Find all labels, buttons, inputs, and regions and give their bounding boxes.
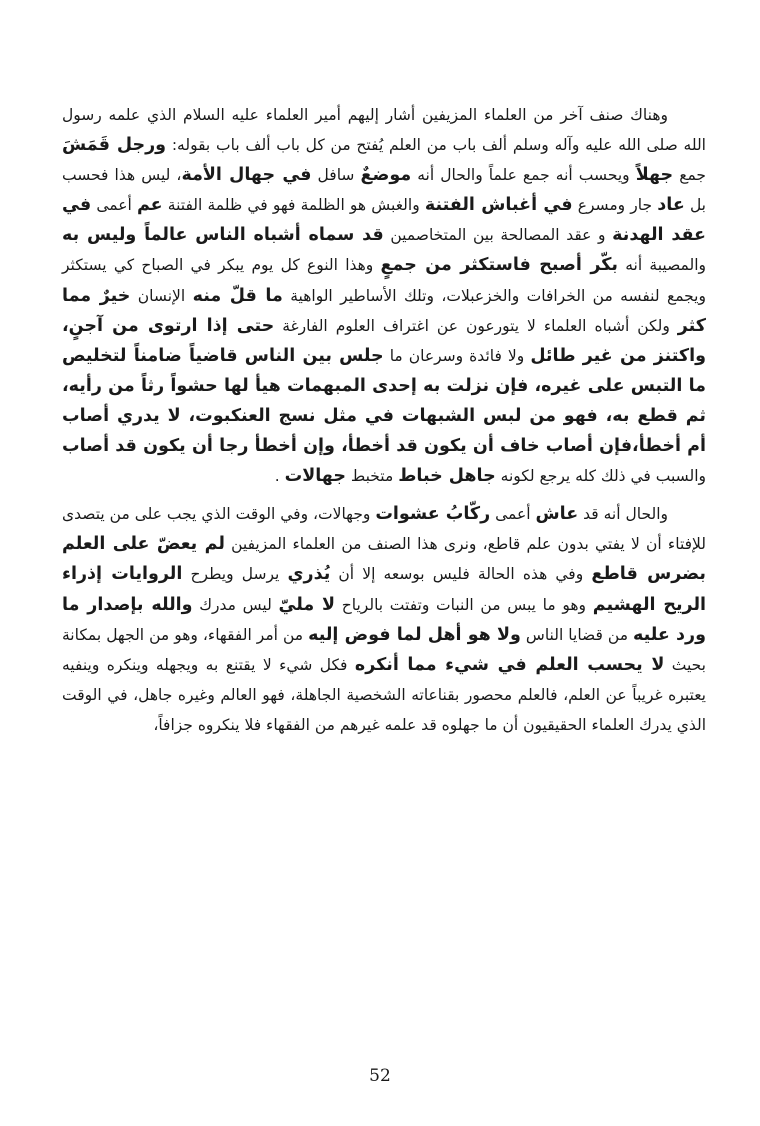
emphasized-text: لا مليّ bbox=[278, 594, 336, 615]
text-run: أعمى bbox=[490, 505, 536, 524]
emphasized-text: يُذري bbox=[287, 564, 331, 585]
emphasized-text: عم bbox=[136, 195, 163, 216]
body-text bbox=[62, 100, 706, 740]
text-run: والسبب في ذلك كله يرجع لكونه bbox=[495, 467, 706, 486]
text-run: وفي هذه الحالة فليس بوسعه إلا أن bbox=[330, 565, 592, 584]
text-run: ، ليس هذا فحسب بل bbox=[62, 166, 706, 215]
emphasized-text: ولا هو أهل لما فوض إليه bbox=[308, 624, 521, 645]
text-run: أعمى bbox=[91, 196, 137, 215]
text-run: جمع bbox=[673, 166, 706, 185]
text-run: وهذا النوع كل يوم يبكر في الصباح كي يستكثر ويجمع لنفسه من الخرافات والخزعبلات، وتلك الأساطير الواهية bbox=[62, 256, 706, 305]
text-run: ليس مدرك bbox=[192, 595, 279, 614]
emphasized-text: الروايات إذراء الريح الهشيم bbox=[62, 564, 707, 615]
emphasized-text: ركّابُ عشوات bbox=[375, 504, 491, 525]
text-run: يرسل ويطرح bbox=[182, 565, 288, 584]
emphasized-text: قد سماه أشباه الناس عالماً وليس به bbox=[62, 225, 384, 246]
emphasized-text: خيرٌ مما كثر bbox=[62, 285, 706, 336]
text-run: ويحسب أنه جمع علماً والحال أنه bbox=[411, 166, 636, 185]
text-run: الإنسان bbox=[130, 286, 193, 305]
text-run: والحال أنه قد bbox=[578, 505, 668, 524]
emphasized-text: لم يعضّ على العلم بضرس قاطع bbox=[62, 534, 706, 585]
text-run: و عقد المصالحة بين المتخاصمين bbox=[383, 226, 613, 245]
text-run: جار ومسرع bbox=[572, 196, 658, 215]
text-run: وهو ما يبس من النبات وتفتت بالرياح bbox=[335, 595, 593, 614]
text-run: متخبط bbox=[345, 467, 399, 486]
emphasized-text: ورجل قَمَشَ bbox=[62, 135, 167, 156]
emphasized-text: جهالات bbox=[284, 466, 346, 487]
emphasized-text: موضعٌ bbox=[360, 165, 412, 186]
emphasized-text: والله بإصدار ما ورد عليه bbox=[62, 594, 706, 645]
emphasized-text: ما قلّ منه bbox=[192, 285, 283, 306]
text-run: من أمر الفقهاء، وهو من الجهل بمكانة بحيث bbox=[62, 625, 706, 674]
emphasized-text: عاد bbox=[657, 195, 685, 216]
text-run: وجهالات، وفي الوقت الذي يجب على من يتصدى للإفتاء أن لا يفتي بدون علم قاطع، ونرى هذا الصنف من العلماء المزيفين bbox=[62, 505, 706, 554]
emphasized-text: في عقد الهدنة bbox=[62, 195, 706, 246]
text-run: والغبش هو الظلمة فهو في ظلمة الفتنة bbox=[162, 196, 425, 215]
emphasized-text: جهلاً bbox=[635, 165, 674, 186]
emphasized-text: عاش bbox=[535, 504, 579, 525]
text-run: فكل شيء لا يقتنع به ويجهله وينكره وينفيه يعتبره غريباً عن العلم، فالعلم محصور بقناعاته الشخصية الجاهلة، فهو العالم وغيره جاهل، في الوقت الذي يدرك العلماء الحقيقيون أن ما جهلوه قد علمه غيرهم من الفقهاء فلا ينكروه جزافاً، bbox=[62, 655, 706, 734]
paragraph-1 bbox=[62, 100, 706, 491]
page-number: 52 bbox=[369, 1066, 391, 1086]
text-run: ولا فائدة وسرعان ما bbox=[383, 346, 531, 365]
emphasized-text: في جهال الأمة bbox=[181, 165, 312, 186]
emphasized-text: لا يحسب العلم في شيء مما أنكره bbox=[354, 654, 665, 675]
emphasized-text: جلس بين الناس قاضياً ضامناً لتخليص ما التبس على غيره، فإن نزلت به إحدى المبهمات هيأ لها حشواً رثاً من رأيه، ثم قطع به، فهو من لبس الشبهات في مثل نسج العنكبوت، لا يدري أصاب أم أخطأ،فإن أصاب خاف أن يكون قد أخطأ، وإن أخطأ رجا أن يكون قد أصاب bbox=[62, 345, 706, 457]
text-run: وهناك صنف آخر من العلماء المزيفين أشار إليهم أمير العلماء عليه السلام الذي علمه رسول الله صلى الله عليه وآله وسلم ألف باب من العلم يُفتح من كل باب ألف باب بقوله: bbox=[62, 106, 706, 155]
emphasized-text: حتى إذا ارتوى من آجنٍ، واكتنز من غير طائل bbox=[62, 315, 706, 366]
emphasized-text: في أغباش الفتنة bbox=[424, 195, 573, 216]
paragraph-2 bbox=[62, 499, 706, 740]
text-run: ولكن أشباه العلماء لا يتورعون عن اغتراف العلوم الفارغة bbox=[274, 316, 678, 335]
emphasized-text: بكّر أصبح فاستكثر من جمعٍ bbox=[380, 255, 618, 276]
text-run: والمصيبة أنه bbox=[617, 256, 706, 275]
text-run: من قضايا الناس bbox=[520, 625, 634, 644]
text-run: سافل bbox=[311, 166, 361, 185]
emphasized-text: جاهل خباط bbox=[398, 466, 496, 487]
text-run: . bbox=[274, 467, 285, 486]
